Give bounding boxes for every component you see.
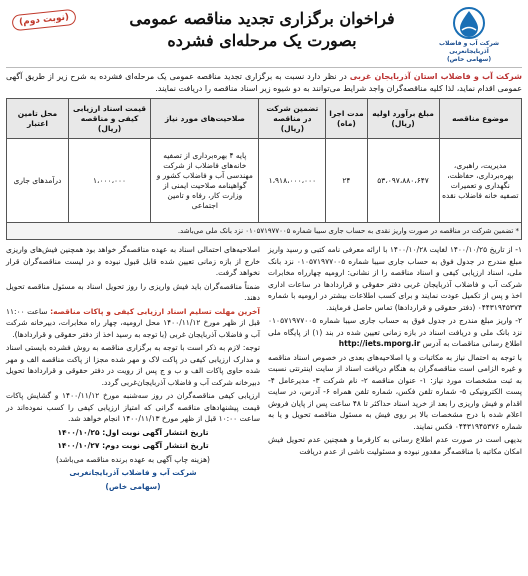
logo-line2: (سهامی خاص) <box>446 56 492 63</box>
deadline-title: آخرین مهلت تسلیم اسناد ارزیابی کیفی و پاکات مناقصه: <box>50 306 260 316</box>
water-drop-icon <box>448 6 490 40</box>
notice-title <box>112 8 412 52</box>
cell-guarantee: ۱،۹۱۸،۰۰۰،۰۰۰ <box>259 139 326 223</box>
col-document-price: قیمت اسناد ارزیابی کیفی و مناقصه (ریال) <box>68 99 150 139</box>
title-line1: فراخوان برگزاری تجدید مناقصه عمومی <box>129 9 395 28</box>
col-duration: مدت اجرا (ماه) <box>326 99 367 139</box>
logo-line1: شرکت آب و فاضلاب آذربایجانغربی <box>438 40 500 55</box>
table-row <box>7 139 522 223</box>
table-header-row <box>7 99 522 139</box>
signature-type: (سهامی خاص) <box>105 481 161 491</box>
website-link[interactable]: http://iets.mporg.ir <box>338 339 421 348</box>
evaluation-note: ارزیابی کیفی مناقصه‌گران در روز سه‌شنبه مورخ ۱۴۰۰/۱۱/۱۲ و گشایش پاکات قیمت پیشنهادهای مناقصه گرانی که امتیاز ارزیابی کیفی را کسب نموده‌اند در ساعت ۱۰:۰۰ قبل از ظهر مورخ ۱۴۰۰/۱۱/۱۳ انجام خواهد شد. <box>6 391 260 423</box>
table-note-row <box>7 223 522 240</box>
cell-funding: درآمدهای جاری <box>7 139 69 223</box>
ad-fee-note: (هزینه چاپ آگهی به عهده برنده مناقصه می‌باشد) <box>56 454 210 464</box>
cell-qualifications: پایه ۴ بهره‌برداری از تصفیه خانه‌های فاضلاب از شرکت مهندسی آب و فاضلاب کشور و گواهینامه صلاحیت ایمنی از وزارت کار، رفاه و تامین اجتماعی <box>151 139 259 223</box>
deadline-text: ساعت ۱۱:۰۰ قبل از ظهر مورخ ۱۴۰۰/۱۱/۱۲ محل ارومیه، چهار راه مخابرات، دبیرخانه شرکت آب و فاضلاب آذربایجان غربی (با توجه به رسید اخذ از دفتر حقوقی و قراردادها). <box>6 306 260 339</box>
intro-text: در نظر دارد نسبت به برگزاری تجدید مناقصه عمومی یک مرحله‌ای فشرده به شرح زیر از طریق آگهی عمومی اقدام نماید، لذا کلیه مناقصه‌گران واجد شرایط می‌توانند به دو شیوه زیر اسناد مناقصه را دریافت نمایند. <box>6 72 522 93</box>
signature-company: شرکت آب و فاضلاب آذربایجانغربی <box>69 468 197 477</box>
clause-4: بدیهی است در صورت عدم اطلاع رسانی به کارفرما و همچنین عدم تحویل فیش امکان مکاتبه با مناقصه‌گر مقدور نبوده و مسئولیت ناشی از عدم دریافت <box>268 435 522 456</box>
cell-subject: مدیریت، راهبری، بهره‌برداری، حفاظت، نگهداری و تعمیرات تصفیه خانه فاضلاب نقده <box>439 139 521 223</box>
cell-document-price: ۱،۰۰۰،۰۰۰ <box>68 139 150 223</box>
col-guarantee: تضمین شرکت در مناقصه (ریال) <box>259 99 326 139</box>
clause-1: ۱- از تاریخ ۱۴۰۰/۱۰/۲۵ لغایت ۱۴۰۰/۱۰/۲۸ با ارائه معرفی نامه کتبی و رسید واریز مبلغ مندرج در جدول فوق به حساب جاری سیبا شماره ۰۱۰۵۷۱۹۷۷۰۰۵ نزد بانک ملی، اسناد ارزیابی کیفی و اسناد مناقصه را از نشانی: ارومیه چهارراه مخابرات شرکت آب و فاضلاب آذربایجان غربی دفتر حقوقی و قراردادها در ساعات اداری اخذ و پس از تکمیل عودت نمایند و برای کسب اطلاعات بیشتر در ارومیه با شماره ۰۴۴۳۱۹۴۵۳۷۴ (دفتر حقوقی و قراردادها) تماس حاصل فرمایند. <box>268 245 522 312</box>
intro-paragraph <box>6 71 522 95</box>
round-stamp: (نوبت دوم) <box>11 9 76 32</box>
clause-3: با توجه به احتمال نیاز به مکاتبات و یا اصلاحیه‌های بعدی در خصوص اسناد مناقصه و غیره الزامی است مناقصه‌گران به هنگام دریافت اسناد از سایت اینترنتی نسبت به ثبت مشخصات مورد نیاز: ۱- عنوان مناقصه ۲- نام شرکت ۳- مدیرعامل ۴- پست الکترونیکی ۵- شماره تلفن فکس، شماره تلفن همراه ۶- آدرس، در سایت اقدام و فیش واریزی را بعد از خرید اسناد حداکثر تا ۴۸ ساعت پس از پایان فروش اعلام شده با درج مشخصات بالا بر روی فیش به مسئول مناقصه تحویل و یا به شماره ۰۴۴۳۱۹۴۵۳۷۶ فکس نمایند. <box>268 352 523 431</box>
first-publication-date: تاریخ انتشار آگهی نوبت اول: ۱۴۰۰/۱۰/۲۵ <box>57 427 209 437</box>
guarantee-note: * تضمین شرکت در مناقصه در صورت واریز نقدی به حساب جاری سیبا شماره ۰۱۰۵۷۱۹۷۷۰۰۵ نزد بانک ملی می‌باشد. <box>7 223 522 240</box>
col-qualifications: صلاحیت‌های مورد نیاز <box>151 99 259 139</box>
col-subject: موضوع مناقصه <box>439 99 521 139</box>
notice-body <box>6 244 522 492</box>
left-column <box>6 244 260 492</box>
tender-table <box>6 98 522 240</box>
right-column <box>268 244 522 492</box>
col-funding: محل تامین اعتبار <box>7 99 69 139</box>
deposit-note: ضمناً مناقصه‌گران باید فیش واریزی را روز تحویل اسناد به مسئول مناقصه تحویل دهند. <box>6 281 260 302</box>
clause-2 <box>268 315 522 350</box>
company-logo <box>424 6 514 64</box>
title-line2: بصورت یک مرحله‌ای فشرده <box>167 31 357 50</box>
second-publication-date: تاریخ انتشار آگهی نوبت دوم: ۱۴۰۰/۱۰/۲۷ <box>57 441 209 450</box>
attention-note: توجه: لازم به ذکر است با توجه به برگزاری مناقصه به روش فشرده بایستی اسناد و مدارک ارزیابی کیفی در پاکت لاک و مهر شده مجزا از پاکت مناقصه الف و مهر شده حاوی پاکات الف و ب و ج پس از رویت در دفتر حقوقی و قراردادها تحویل دبیرخانه شرکت آب و فاضلاب آذربایجان‌غربی گردد. <box>6 343 260 387</box>
notice-header <box>6 4 522 68</box>
cell-duration: ۲۴ <box>326 139 367 223</box>
amendments-note: اصلاحیه‌های احتمالی اسناد به عهده مناقصه‌گر خواهد بود همچنین فیش‌های واریزی خارج از بازه زمانی تعیین شده قابل قبول نبوده و در لیست مناقصه‌گران قرار نخواهد گرفت. <box>6 245 260 277</box>
deadline-paragraph <box>6 306 260 341</box>
cell-estimate: ۵۳،۰۹۷،۸۸۰،۶۴۷ <box>367 139 439 223</box>
clause-2-text: ۲- واریز مبلغ مندرج در جدول فوق به حساب جاری سیبا شماره ۰۱۰۵۷۱۹۷۷۰۰۵ نزد بانک ملی و دریافت اسناد در بازه زمانی تعیین شده در بند (۱) از پایگاه ملی اطلاع رسانی مناقصات به آدرس <box>268 316 523 348</box>
organization-name: شرکت آب و فاضلاب استان آذربایجان غربی <box>349 72 522 81</box>
col-estimate: مبلغ برآورد اولیه (ریال) <box>367 99 439 139</box>
